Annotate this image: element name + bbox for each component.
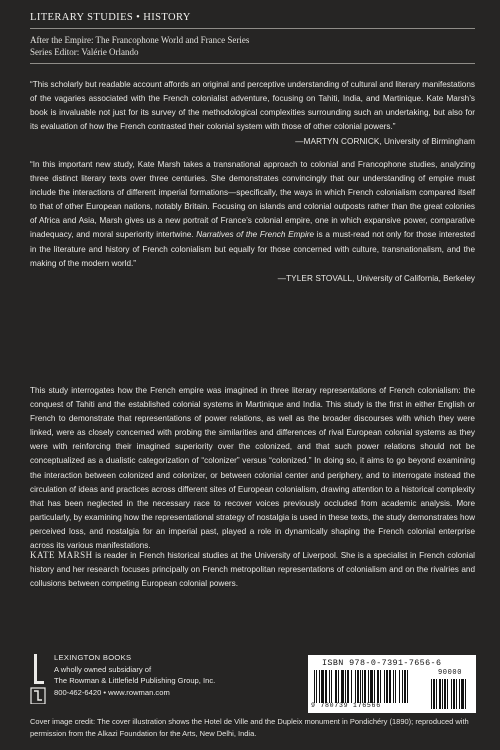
bio-text: [30, 548, 475, 591]
endorser-name: —MARTYN CORNICK: [295, 137, 380, 147]
ean-barcode-bars: [314, 670, 426, 703]
endorsement-text: [30, 158, 475, 271]
endorsement-text-part: “In this important new study, Kate Marsh takes a transnational approach to colonial and Francophone studies, analyzing three distinct literary texts over three centuries. She demonstrates convincingly that our understanding of empire must include the interactions of different imperial formations—specifically, the ways in which French colonialism compared itself to that of other European nations, notably Britain. Focusing on islands and colonial outposts rather than the great colonies of Africa and Asia, Marsh gives us a new portrait of France’s colonial empire, one in which expansive power, comparative inadequacy, and moral superiority intertwine.: [30, 160, 475, 240]
category-label: LITERARY STUDIES • HISTORY: [30, 12, 191, 23]
publisher-contact: 800-462-6420 • www.rowman.com: [54, 687, 170, 697]
endorser-name: —TYLER STOVALL: [277, 273, 353, 283]
endorser-affiliation: , University of California, Berkeley: [352, 273, 475, 283]
isbn-barcode: [308, 655, 476, 713]
series-title: After the Empire: The Francophone World and France Series: [30, 35, 250, 45]
summary-text: This study interrogates how the French empire was imagined in three literary representations of French colonialism: the conquest of Tahiti and the established colonial systems in Martinique and India. This study is the first in either English or French to demonstrate that representations of power relations, as well as the broader discourses with which they were linked, were as closely concerned with probing the similarities and differences of rival European colonial systems as they were with reinforcing their imagined superiority over the colonized, and that such power relations should not be conceptualized as a dualistic categorization of “colonizer” versus “colonized.” In doing so, it aims to go beyond examining the interaction between colonized and colonizer, or between colonial center and periphery, and to interrogate instead the circulation of ideas and practices across different sites of European colonialism, drawing attention to a historical complexity that has been neglected in the necessary race to recover voices previously occluded from academic analysis. More particularly, by examining how the representational strategy of nostalgia is used in these texts, the study demonstrates how perceived loss, and nostalgia for an imperial past, played a role in dynamically shaping the French colonial enterprise across its various manifestations.: [30, 386, 475, 551]
header-divider: [30, 28, 475, 29]
publisher-subsidiary: A wholly owned subsidiary of: [54, 664, 152, 674]
publisher-parent: The Rowman & Littlefield Publishing Group, Inc.: [54, 676, 216, 685]
lexington-logo-icon: [30, 654, 46, 704]
series-editor: Series Editor: Valérie Orlando: [30, 47, 139, 57]
endorsement-2: [30, 158, 475, 285]
book-title-italic: Narratives of the French Empire: [196, 230, 315, 240]
isbn-number: ISBN 978-0-7391-7656-6: [322, 658, 442, 668]
author-name: KATE MARSH: [30, 550, 93, 560]
header: [30, 12, 475, 64]
endorsement-attribution: [30, 135, 475, 148]
book-summary: [30, 384, 475, 553]
author-bio: [30, 548, 475, 591]
publisher-name: LEXINGTON BOOKS: [54, 653, 132, 662]
endorsement-text-part: is a must-read not only for those interested in the literature and history of French colonialism but equally for those concerned with culture, transnationalism, and the making of the modern world.”: [30, 230, 475, 268]
publisher-block: [30, 652, 270, 712]
price-addon-bars: [431, 679, 471, 709]
publisher-text: [54, 652, 215, 698]
endorser-affiliation: , University of Birmingham: [379, 137, 475, 147]
endorsement-attribution: [30, 272, 475, 285]
bio-body: is reader in French historical studies at the University of Liverpool. She is a specialist in French colonial history and her research focuses principally on French metropolitan representations of colonialism and on the rivalries and collusions between competing European colonial powers.: [30, 551, 475, 589]
endorsement-text: “This scholarly but readable account affords an original and perceptive understanding of cultural and literary manifestations of the vagaries associated with the French colonialist adventure, focusing on Tahiti, India, and Martinique. Kate Marsh’s book is invaluable not just for its survey of the methodological complexities surrounding such an undertaking, but also for its evaluation of how the French contrasted their colonial system with those of other colonial powers.”: [30, 80, 475, 132]
ean-digits: 9 780739 176566: [311, 702, 381, 709]
header-divider-bottom: [30, 63, 475, 64]
price-addon-digits: 90000: [438, 669, 463, 677]
endorsement-1: [30, 78, 475, 148]
cover-image-credit: Cover image credit: The cover illustration shows the Hotel de Ville and the Dupleix monument in Pondichéry (1890); reproduced with permission from the Alkazi Foundation for the Arts, New Delhi, India.: [30, 717, 469, 738]
